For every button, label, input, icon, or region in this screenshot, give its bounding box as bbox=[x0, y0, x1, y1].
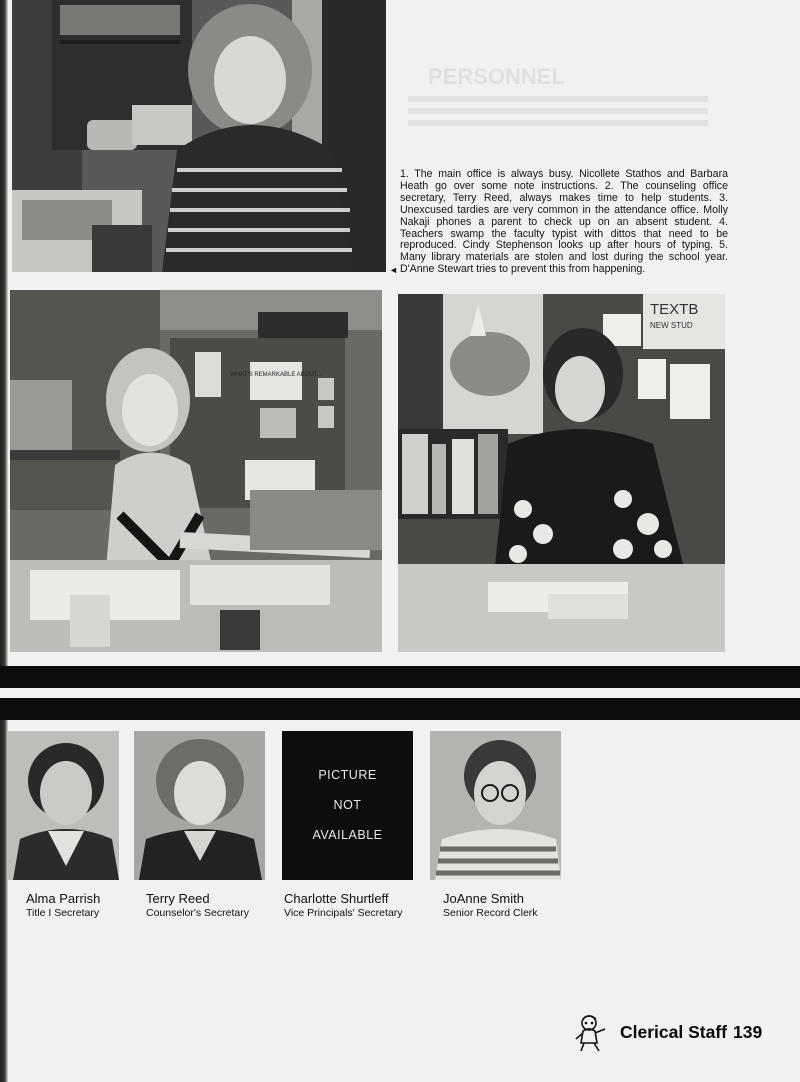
photo-caption bbox=[389, 168, 728, 276]
not-available-line: PICTURE bbox=[318, 768, 377, 782]
cartoon-mascot-icon bbox=[573, 1013, 609, 1053]
photo-main-office bbox=[12, 0, 386, 272]
caption-pointer-icon: ◄ bbox=[389, 265, 398, 275]
bleed-through-line bbox=[408, 96, 708, 102]
staff-name: Charlotte Shurtleff bbox=[284, 891, 389, 906]
portrait-not-available bbox=[282, 731, 413, 880]
bleed-through-line bbox=[408, 108, 708, 114]
office-sign-text: WHAT'S REMARKABLE ABOUT... bbox=[230, 372, 322, 378]
staff-title: Counselor's Secretary bbox=[146, 907, 249, 919]
section-divider-band bbox=[0, 666, 800, 688]
section-title: Clerical Staff bbox=[620, 1022, 727, 1042]
portrait-joanne-smith bbox=[430, 731, 561, 880]
caption-text: 1. The main office is always busy. Nicollete Stathos and Barbara Heath go over some note instructions. 2. The counseling office secretary, Terry Reed, always makes time to help students. 3. Unexcused tardies are very common in the attendance office. Molly Nakaji phones a parent to check up on an absent student. 4. Teachers swamp the faculty typist with dittos that need to be reproduced. Cindy Stephenson looks up after hours of typing. 5. Many library materials are stolen and lost during the school year. D'Anne Stewart tries to prevent this from happening. bbox=[400, 168, 728, 276]
staff-name: Alma Parrish bbox=[26, 891, 101, 906]
portrait-alma-parrish bbox=[8, 731, 119, 880]
photo-library bbox=[398, 294, 725, 652]
photo-attendance-office bbox=[10, 290, 382, 652]
page-number: 139 bbox=[732, 1022, 763, 1042]
bleed-through-heading: PERSONNEL bbox=[428, 64, 565, 89]
staff-name: JoAnne Smith bbox=[443, 891, 524, 906]
not-available-line: AVAILABLE bbox=[312, 828, 383, 842]
not-available-line: NOT bbox=[333, 798, 362, 812]
staff-title: Vice Principals' Secretary bbox=[284, 907, 403, 919]
library-sign-text: TEXTB bbox=[650, 301, 699, 318]
section-divider-gap bbox=[0, 688, 800, 698]
section-divider-band bbox=[0, 698, 800, 720]
portrait-terry-reed bbox=[134, 731, 265, 880]
page-folio bbox=[620, 1022, 768, 1043]
page-spine-shadow bbox=[0, 0, 8, 1082]
staff-title: Senior Record Clerk bbox=[443, 907, 538, 919]
bleed-through-text bbox=[400, 64, 730, 164]
staff-title: Title I Secretary bbox=[26, 907, 100, 919]
bleed-through-line bbox=[408, 120, 708, 126]
staff-name: Terry Reed bbox=[146, 891, 210, 906]
library-sign-subtext: NEW STUD bbox=[650, 321, 693, 330]
